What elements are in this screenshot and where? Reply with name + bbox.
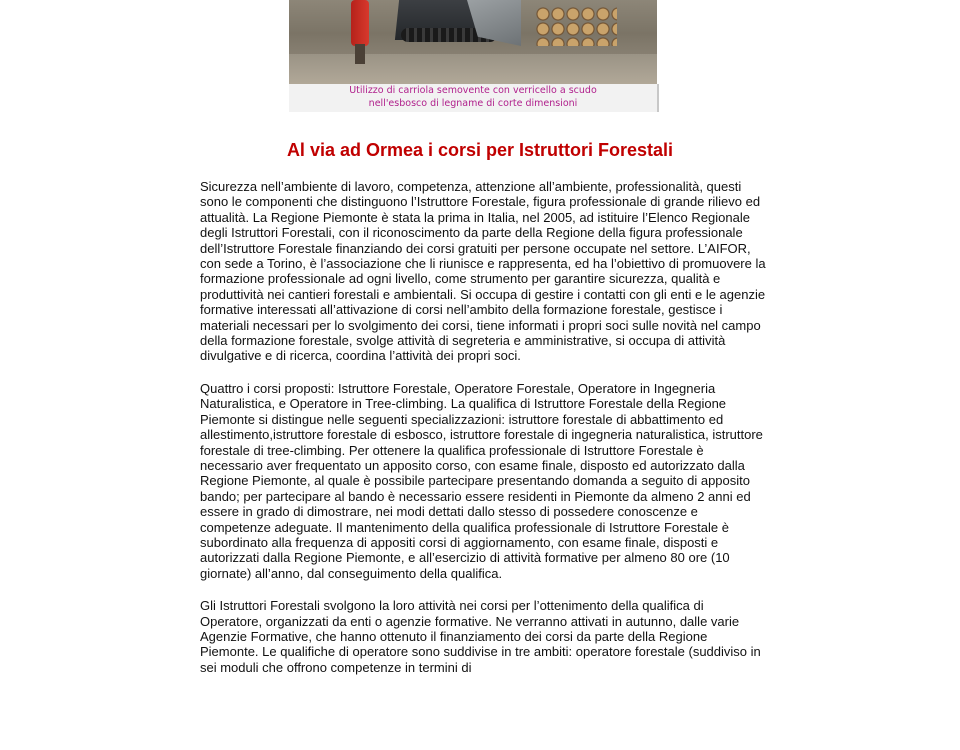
photo-ground [289,54,657,84]
photo-log-pile [535,6,617,46]
photo-caption-line-1: Utilizzo di carriola semovente con verricello a scudo [349,85,597,96]
photo-worker [351,0,369,46]
article-paragraph-3: Gli Istruttori Forestali svolgono la loro attività nei corsi per l’ottenimento della qualifica di Operatore, organizzati da enti o agenzie formative. Ne verranno attivati in autunno, dalle varie Agenzie Formative, che hanno ottenuto il finanziamento dei corsi da parte della Regione Piemonte. Le qualifiche di operatore sono suddivise in tre ambiti: operatore forestale (suddiviso in sei moduli che offrono competenze in termini di [200,598,761,675]
photo-caption-line-2: nell'esbosco di legname di corte dimensioni [368,98,578,109]
article-title: Al via ad Ormea i corsi per Istruttori Forestali [286,140,674,160]
article-photo [289,0,657,84]
photo-caption-band [289,84,659,112]
photo-worker-legs [355,44,365,64]
article-paragraph-1: Sicurezza nell’ambiente di lavoro, competenza, attenzione all’ambiente, professionalità, questi sono le componenti che distinguono l’Istruttore Forestale, figura professionale di grande rilievo ed attualità. La Regione Piemonte è stata la prima in Italia, nel 2005, ad istituire l’Elenco Regionale degli Istruttori Forestali, con il riconoscimento da parte della Regione della figura professionale dell’Istruttore Forestale finanziando dei corsi gratuiti per persone occupate nel settore. L’AIFOR, con sede a Torino, è l’associazione che li riunisce e rappresenta, ed ha l’obiettivo di promuovere la formazione professionale ad ogni livello, come strumento per garantire sicurezza, qualità e produttività nei cantieri forestali e ambientali. Si occupa di gestire i contatti con gli enti e le agenzie formative interessati all’attivazione di corsi nell’ambito della formazione forestale, gestisce i materiali necessari per lo svolgimento dei corsi, tiene informati i propri soci sulle novità nel campo della formazione forestale, svolge attività di segreteria e amministrative, si occupa di attività divulgative e di ricerca, coordina l’attività dei propri soci. [200,179,766,364]
article-paragraph-2: Quattro i corsi proposti: Istruttore Forestale, Operatore Forestale, Operatore in Ingegneria Naturalistica, e Operatore in Tree-climbing. La qualifica di Istruttore Forestale della Regione Piemonte si distingue nelle seguenti specializzazioni: istruttore forestale di abbattimento ed allestimento,istruttore forestale di esbosco, istruttore forestale di ingegneria naturalistica, istruttore forestale di tree-climbing. Per ottenere la qualifica professionale di Istruttore Forestale è necessario aver frequentato un apposito corso, con esame finale, disposto ed autorizzato dalla Regione Piemonte, al quale è possibile partecipare presentando domanda a seguito di apposito bando; per partecipare al bando è necessario essere residenti in Piemonte da almeno 2 anni ed essere in grado di dimostrare, nei modi dettati dallo stesso di possedere conoscenze e competenze adeguate. Il mantenimento della qualifica professionale di Istruttore Forestale è subordinato alla frequenza di appositi corsi di aggiornamento, con esame finale, disposti e autorizzati dalla Regione Piemonte, e all’esercizio di attività formative per almeno 80 ore (10 giornate) all’anno, dal conseguimento della qualifica. [200,380,763,581]
article-body [200,179,766,692]
